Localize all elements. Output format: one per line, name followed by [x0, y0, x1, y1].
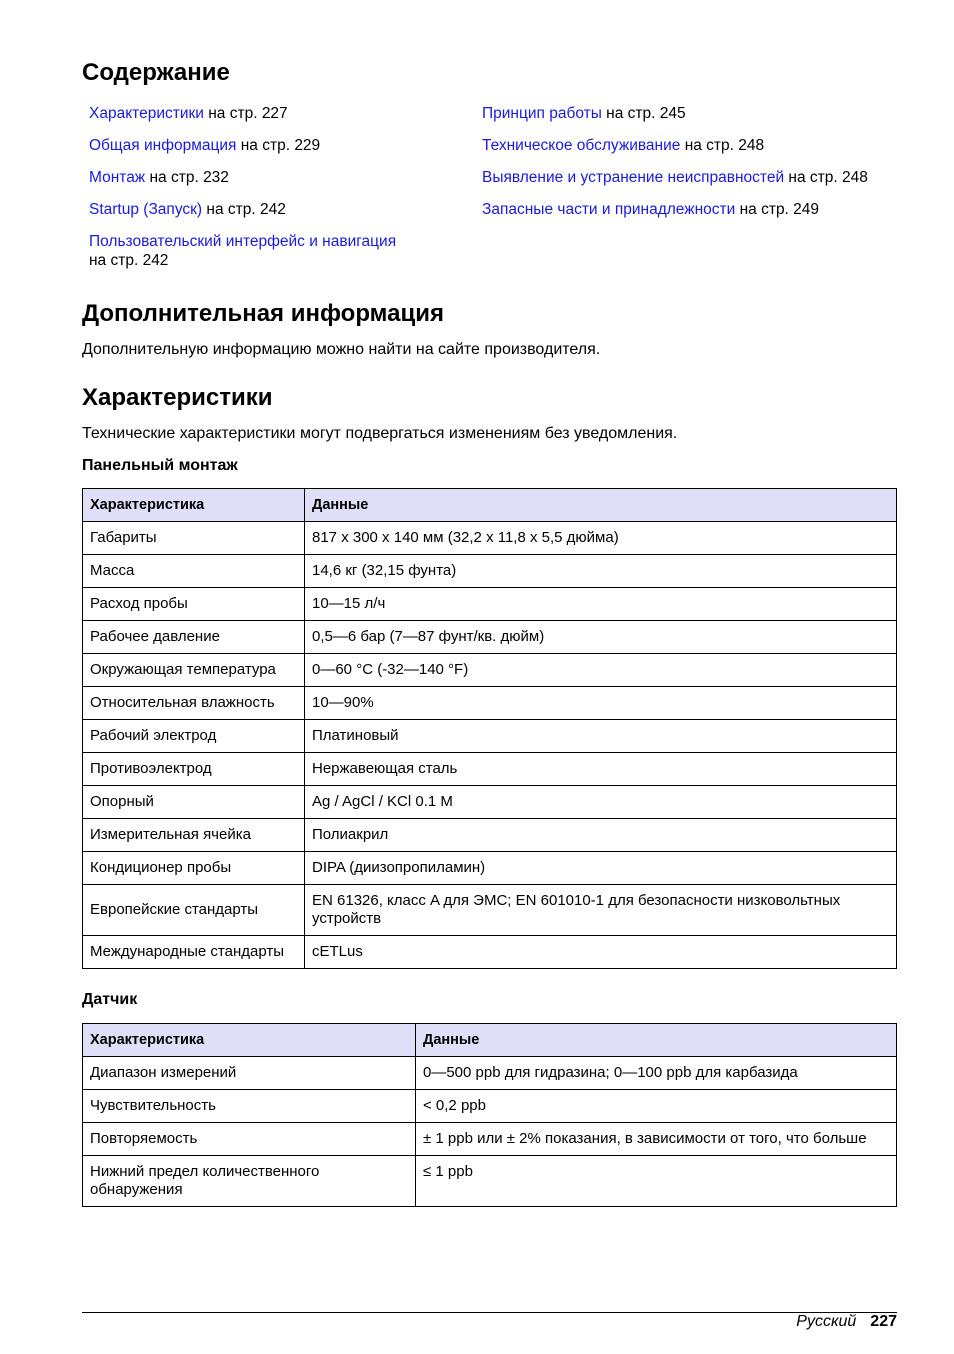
toc-item — [89, 136, 469, 155]
sensor-heading: Датчик — [82, 991, 138, 1008]
toc-page-ref: на стр. 249 — [735, 201, 820, 218]
toc-heading: Содержание — [82, 59, 230, 86]
spec-value: EN 61326, класс A для ЭМС; EN 601010-1 для безопасности низковольтных устройств — [305, 885, 897, 936]
table-row — [83, 621, 897, 654]
toc-link-spare-parts[interactable]: Запасные части и принадлежности — [482, 201, 736, 218]
table-row — [83, 1156, 897, 1207]
table-header-row — [83, 489, 897, 522]
table-row — [83, 885, 897, 936]
spec-name: Европейские стандарты — [83, 885, 305, 936]
table-row — [83, 522, 897, 555]
toc-link-startup[interactable]: Startup (Запуск) — [89, 201, 203, 218]
spec-name: Масса — [83, 555, 305, 588]
spec-name: Нижний предел количественного обнаружения — [83, 1156, 416, 1207]
toc-page-ref: на стр. 248 — [680, 137, 765, 154]
toc-link-operation-principle[interactable]: Принцип работы — [482, 105, 602, 122]
page-number: 227 — [870, 1313, 897, 1330]
spec-name: Международные стандарты — [83, 936, 305, 969]
additional-info-text: Дополнительную информацию можно найти на сайте производителя. — [82, 341, 601, 358]
table-row — [83, 819, 897, 852]
spec-value: DIPA (диизопропиламин) — [305, 852, 897, 885]
spec-name: Рабочий электрод — [83, 720, 305, 753]
toc-item — [482, 136, 897, 155]
table-row — [83, 654, 897, 687]
spec-value: Ag / AgCl / KCl 0.1 M — [305, 786, 897, 819]
spec-name: Кондиционер пробы — [83, 852, 305, 885]
footer-language: Русский — [796, 1313, 857, 1330]
toc-link-maintenance[interactable]: Техническое обслуживание — [482, 137, 681, 154]
table-row — [83, 1090, 897, 1123]
toc-page-ref: на стр. 242 — [202, 201, 286, 218]
toc-page-ref: на стр. 245 — [601, 105, 686, 122]
spec-name: Габариты — [83, 522, 305, 555]
toc-page-ref: на стр. 242 — [89, 252, 169, 269]
spec-value: Платиновый — [305, 720, 897, 753]
spec-name: Относительная влажность — [83, 687, 305, 720]
specifications-heading: Характеристики — [82, 384, 273, 411]
toc-link-installation[interactable]: Монтаж — [89, 169, 146, 186]
column-header: Характеристика — [83, 489, 305, 522]
table-row — [83, 555, 897, 588]
toc-item — [89, 104, 469, 123]
column-header: Характеристика — [83, 1024, 416, 1057]
toc-page-ref: на стр. 229 — [236, 137, 321, 154]
spec-value: 14,6 кг (32,15 фунта) — [305, 555, 897, 588]
toc-link-general-info[interactable]: Общая информация — [89, 137, 237, 154]
toc-page-ref: на стр. 227 — [203, 105, 288, 122]
sensor-table — [82, 1023, 897, 1207]
spec-value: Нержавеющая сталь — [305, 753, 897, 786]
spec-name: Диапазон измерений — [83, 1057, 416, 1090]
toc-item — [482, 168, 897, 187]
table-header-row — [83, 1024, 897, 1057]
page-footer — [796, 1312, 897, 1332]
spec-name: Рабочее давление — [83, 621, 305, 654]
toc-item — [482, 104, 897, 123]
table-row — [83, 936, 897, 969]
spec-value: 0—500 ppb для гидразина; 0—100 ppb для карбазида — [416, 1057, 897, 1090]
spec-name: Опорный — [83, 786, 305, 819]
spec-name: Измерительная ячейка — [83, 819, 305, 852]
toc-item — [89, 200, 469, 219]
spec-value: 10—15 л/ч — [305, 588, 897, 621]
additional-info-heading: Дополнительная информация — [82, 300, 444, 327]
spec-value: 10—90% — [305, 687, 897, 720]
panel-mount-table — [82, 488, 897, 969]
table-row — [83, 687, 897, 720]
spec-name: Расход пробы — [83, 588, 305, 621]
table-row — [83, 588, 897, 621]
table-row — [83, 852, 897, 885]
column-header: Данные — [416, 1024, 897, 1057]
table-row — [83, 720, 897, 753]
toc-item — [482, 200, 897, 219]
spec-value: 0,5—6 бар (7—87 фунт/кв. дюйм) — [305, 621, 897, 654]
footer-divider — [82, 1312, 897, 1313]
spec-value: Полиакрил — [305, 819, 897, 852]
table-row — [83, 1057, 897, 1090]
toc-page-ref: на стр. 248 — [784, 169, 868, 186]
toc-page-ref: на стр. 232 — [145, 169, 229, 186]
spec-name: Чувствительность — [83, 1090, 416, 1123]
spec-name: Окружающая температура — [83, 654, 305, 687]
spec-name: Повторяемость — [83, 1123, 416, 1156]
spec-name: Противоэлектрод — [83, 753, 305, 786]
toc-left-column — [89, 104, 469, 283]
toc-item — [89, 168, 469, 187]
table-row — [83, 786, 897, 819]
table-row — [83, 753, 897, 786]
column-header: Данные — [305, 489, 897, 522]
toc-item — [89, 232, 469, 270]
toc-link-troubleshooting[interactable]: Выявление и устранение неисправностей — [482, 169, 785, 186]
specifications-note: Технические характеристики могут подвергаться изменениям без уведомления. — [82, 425, 678, 442]
spec-value: 0—60 °C (-32—140 °F) — [305, 654, 897, 687]
spec-value: cETLus — [305, 936, 897, 969]
toc-link-characteristics[interactable]: Характеристики — [89, 105, 204, 122]
table-row — [83, 1123, 897, 1156]
spec-value: ≤ 1 ppb — [416, 1156, 897, 1207]
panel-mount-heading: Панельный монтаж — [82, 457, 238, 474]
toc-link-user-interface[interactable]: Пользовательский интерфейс и навигация — [89, 233, 397, 250]
spec-value: ± 1 ppb или ± 2% показания, в зависимости от того, что больше — [416, 1123, 897, 1156]
toc-right-column — [482, 104, 897, 232]
spec-value: 817 x 300 x 140 мм (32,2 x 11,8 x 5,5 дюйма) — [305, 522, 897, 555]
spec-value: < 0,2 ppb — [416, 1090, 897, 1123]
